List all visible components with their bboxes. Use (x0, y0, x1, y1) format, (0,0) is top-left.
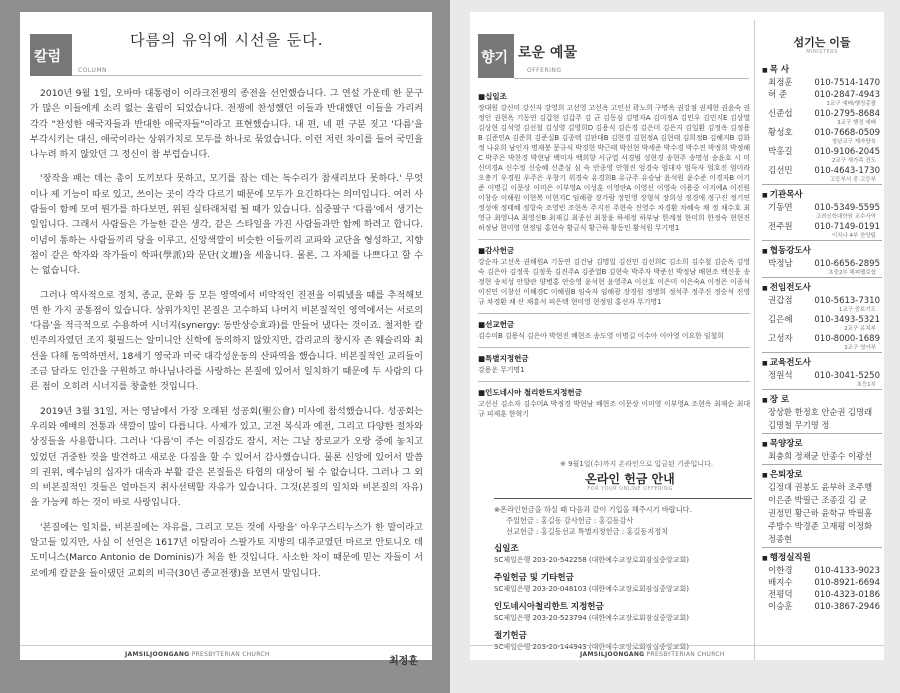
minister-role-note: 초등1부 (856, 382, 876, 388)
minister-group-heading: ■ 전임전도사 (762, 281, 882, 293)
minister-divider (762, 433, 882, 434)
minister-phone: 010-7668-0509 (814, 128, 880, 138)
minister-phone: 010-6656-2895 (814, 259, 880, 269)
staff-phone: 010-3867-2946 (814, 602, 880, 612)
minister-row (762, 76, 882, 88)
account-title: 주일헌금 및 기타헌금 (494, 573, 574, 583)
ministers-title: 섬기는 이들 (793, 36, 851, 49)
account-number: SC제일은행 203-20-144943 (대한예수교장로회잠실중앙교회) (494, 643, 690, 651)
offering-heading: ■감사헌금 (478, 246, 515, 255)
footer-church-bold: JAMSILJOONGANG (125, 651, 190, 658)
offering-heading: ■특별지정헌금 (478, 354, 529, 363)
ministers-subtitle: MINISTERS (806, 49, 838, 55)
minister-name: 황성호 (768, 128, 793, 138)
offering-heading: ■선교헌금 (478, 320, 515, 329)
offering-title: 로운 예물 (518, 45, 577, 61)
minister-name: 기동연 (768, 203, 793, 213)
minister-divider (762, 352, 882, 353)
account-title: 절기헌금 (494, 631, 527, 641)
staff-phone: 010-4133-9023 (814, 566, 880, 576)
minister-name: 박홍길 (768, 147, 793, 157)
offering-separator (478, 381, 750, 382)
offering-divider (514, 78, 749, 79)
column-paragraph: 2010년 9월 1일, 오바마 대통령이 이라크전쟁의 종전을 선언했습니다. 그 연설 가운데 한 문구가 많은 이들에게 소리 없는 울림이 되었습니다. 전쟁에 찬성했던 이들과 반대했던 이들을 가리켜 각각 "찬성한 애국자들과 반대한 애국자들"이라고 표현했습니다. 내 편, 네 편 구분 짓고 '다름'을 부각시키는 대신, 애국이라는 상위가치로 모두를 하나로 묶었습니다. 이런 저런 차이를 들어 국민을 나누려 하지 않았던 그 정신이 참 부럽습니다. (30, 88, 423, 161)
account-item (494, 573, 752, 595)
account-number: SC제일은행 203-20-048103 (대한예수교장로회잠실중앙교회) (494, 585, 690, 593)
offering-section-mission (478, 320, 750, 341)
minister-role-note: 이치나 4부 찬양팀 (831, 233, 876, 239)
minister-group-heading: ■ 기관목사 (762, 188, 882, 200)
minister-group (762, 281, 882, 351)
minister-phone: 010-9106-2045 (814, 147, 880, 157)
online-instruction: 주일헌금 : 홍길동 감사헌금 : 홍길동감사 (506, 516, 634, 525)
minister-phone: 010-4643-1730 (814, 166, 880, 176)
minister-role-note: 3교구 영아부 (844, 345, 876, 351)
minister-divider (762, 464, 882, 465)
staff-row (762, 588, 882, 600)
minister-phone: 010-7514-1470 (814, 78, 880, 88)
column-badge-subtitle: COLUMN (78, 67, 108, 74)
footer-church-rest: PRESBYTERIAN CHURCH (646, 651, 725, 658)
minister-group (762, 244, 882, 276)
minister-phone: 010-2795-8684 (814, 109, 880, 119)
retired-line: 최충희 정채균 안종수 이광선 (768, 451, 873, 461)
column-page (20, 12, 432, 667)
emeritus-line: 이은준 박필근 조종길 김 균 (768, 495, 867, 505)
emeritus-line: 김정대 권봉도 윤부하 조주행 (768, 482, 873, 492)
minister-name: 권갑점 (768, 296, 793, 306)
minister-role-note: 고등부서 중·고등부 (829, 177, 876, 183)
minister-name: 고성자 (768, 334, 793, 344)
offering-heading: ■인도네시아 철리한트지정헌금 (478, 388, 582, 397)
elders-line: 장상환 한정호 안순권 김명래 (768, 407, 873, 417)
retired-heading: ■ 목양장로 (762, 437, 882, 449)
staff-name: 이한경 (768, 566, 793, 576)
offering-names: 고선선 김소자 김수미A 박정경 박현남 배현조 이문상 이미영 이부영A 조현옥 최재순 최대규 피제훈 한혁기 (478, 400, 750, 418)
minister-role-note: 3교구 행정 예배 (837, 120, 876, 126)
staff-row (762, 576, 882, 588)
footer-rule (470, 645, 884, 646)
column-body (30, 86, 423, 590)
offering-names: 김수미B 김용식 김은아 박현진 배현조 송도영 이명길 이수아 이아영 이요한 임철희 (478, 332, 724, 340)
account-number: SC제일은행 203-20-542258 (대한예수교장로회잠실중앙교회) (494, 556, 690, 564)
right-footer (580, 651, 725, 658)
offering-section-tithe (478, 92, 750, 233)
emeritus-group (762, 468, 882, 546)
staff-phone: 010-8921-6694 (814, 578, 880, 588)
minister-divider (762, 389, 882, 390)
online-offering-title: 온라인 헌금 안내 (585, 472, 675, 486)
minister-group (762, 63, 882, 183)
minister-divider (762, 184, 882, 185)
online-instruction: 선교헌금 : 홍길동선교 특별지정헌금 : 홍길동지정치 (506, 527, 669, 536)
staff-group (762, 551, 882, 612)
minister-phone: 010-5349-5595 (814, 203, 880, 213)
elders-heading: ■ 장 로 (762, 393, 882, 405)
column-signature: 최정훈 (389, 656, 418, 667)
staff-heading: ■ 행정실직원 (762, 551, 882, 563)
minister-phone: 010-8000-1689 (814, 334, 880, 344)
minister-group-heading: ■ 협동강도사 (762, 244, 882, 256)
minister-role-note: 1교구 예배/행정총괄 (826, 101, 876, 107)
offering-separator (478, 239, 750, 240)
offering-section-thanks (478, 246, 750, 307)
column-separator (754, 20, 755, 660)
emeritus-line: 주방수 박경준 고재평 이정화 (768, 521, 873, 531)
offering-names: 강순자 고선옥 권해원A 기동연 김건남 김명일 김선민 김선희C 김소희 김수철 김순옥 김영숙 김은아 김정욱 김정욱 김진주A 김준열B 김현숙 박주자 박준선 박정남 배현조 백신웅 송정현 송치성 안향란 양병홍 안승영 윤석현 윤영주A 이선호 이은미 이은숙A 이정은 이종석 이진민 이창선 이혜경C 이혜림B 임숙자 임해광 장경원 정명희 정석주 정주진 정승석 진영규 차경환 채 산 채흥석 피은택 현미영 현정임 홍선자 무기명1 (478, 258, 750, 306)
minister-role-note: 초중2부 해피펠로쉽 (828, 270, 876, 276)
minister-role-note: 2교구 새가족 전도 (831, 158, 876, 164)
offering-notice: ※ 9월1일(수)까지 온라인으로 입금된 기준입니다. (560, 460, 714, 468)
emeritus-heading: ■ 은퇴장로 (762, 468, 882, 480)
column-badge: 칼럼 (30, 34, 72, 76)
offering-section-indonesia (478, 388, 750, 419)
elders-line: 김명철 무기명 정 (768, 420, 830, 430)
offering-separator (478, 313, 750, 314)
minister-role-note: 고려신학대학원 교수사역 (815, 214, 876, 220)
emeritus-line: 정종현 (768, 534, 793, 544)
offering-heading: ■십일조 (478, 92, 507, 101)
minister-name: 박정남 (768, 259, 793, 269)
minister-name: 허 준 (768, 90, 788, 100)
footer-church-bold: JAMSILJOONGANG (580, 651, 645, 658)
footer-rule (20, 645, 432, 646)
minister-group-heading: ■ 목 사 (762, 63, 882, 75)
staff-name: 전평덕 (768, 590, 793, 600)
offering-badge: 향기 (478, 34, 514, 78)
footer-church-rest: PRESBYTERIAN CHURCH (191, 651, 270, 658)
account-item (494, 544, 752, 566)
offering-names: 장대원 강신미 강신자 강영희 고선영 고선옥 고인선 곽노희 구명옥 권강점 권제현 권윤숙 권정인 권현옥 기동연 김갑현 김갑주 김 균 김동심 김명자A 김미정A 김민우 김민지E 김상열 김상현 김석영 김선철 김성영 김영희D 김용식 김은경 김은미 김은지 김일환 김정옥 김정용B 김준민A 김준희 김준실B 김종택 김판대B 김현경 김현정A 김현태 김희정B 김혜지B 김화정 나유희 남인자 명재붕 문규식 박경현 박근태 박선현 박세준 박수경 박수진 박정희 박정해C 박주은 박찬경 박현남 백미자 백희향 서규열 서경범 성현경 송현주 송명성 송윤호 시 미 신미경A 신수정 신승혜 신춘심 심 숙 안종영 안형진 엄경숙 엄대자 엄득자 엄호진 엄미라 오충기 우경원 우주은 우창기 위경숙 유경희B 유규주 유승남 윤석원 윤수준 이경자B 이기준 이명길 이문상 이미은 이부영A 이성훈 이영란A 이영선 이영숙 이용중 이지예A 이진원 이창승 이해원 이현복 이현지C 임해광 장가람 장민영 장형석 장희성 정경애 정구진 정기연 정성애 정태혜 정항숙 조영빈 조현옥 주지진 주현숙 진영수 차경환 차혜숙 채 정 채수호 최영규 최영나A 최영신B 최재길 최종선 최창윤 하세정 하부남 한계정 한미희 한정숙 현현진 허정남 현미영 현정임 홍현숙 황금식 황근하 황동민 황석원 무기명1 (478, 104, 750, 232)
offering-section-special (478, 354, 750, 375)
offering-separator (478, 347, 750, 348)
minister-phone: 010-2847-4943 (814, 90, 880, 100)
offering-names: 강용운 무기명1 (478, 366, 525, 374)
minister-group-heading: ■ 교육전도사 (762, 356, 882, 368)
online-offering-subtitle: FOR YOUR ONLINE OFFERING (587, 486, 673, 492)
staff-phone: 010-4323-0186 (814, 590, 880, 600)
minister-group (762, 188, 882, 239)
account-item (494, 602, 752, 624)
emeritus-line: 권정민 황근하 윤학규 박필흠 (768, 508, 873, 518)
minister-role-note: 청년교구 제자양육 (831, 139, 876, 145)
minister-phone: 010-3041-5250 (814, 371, 880, 381)
staff-row (762, 600, 882, 612)
account-number: SC제일은행 203-20-523794 (대한예수교장로회잠실중앙교회) (494, 614, 690, 622)
retired-group (762, 437, 882, 463)
minister-name: 신준섭 (768, 109, 793, 119)
minister-group (762, 356, 882, 388)
column-paragraph: '장작을 패는 데는 총이 도끼보다 못하고, 모기를 잡는 데는 독수리가 참새리보다 못하다.' 무엇이나 제 기능이 따로 있고, 쓰이는 곳이 각각 다르기 때문에 모두가 요긴하다는 의미입니다. 여러 사람들이 함께 모여 뭔가를 하다보면, 위된 실타래처럼 될 때가 있습니다. 십중팔구 '다름'에서 생기는 일입니다. 그래서 사람들은 가능한 같은 생각, 같은 스타일을 가진 사람들과만 함께 하려고 합니다. 이념이 통하는 사람들끼리 당을 이루고, 신앙색깔이 비슷한 이들끼리 교파와 교단을 형성하고, 지향점이 같은 학자와 작가들이 학파(學派)와 문단(文壇)을 세웁니다. 물론, 그 자체를 나쁘다고 할 수는 없습니다. (30, 173, 423, 277)
minister-divider (762, 277, 882, 278)
account-title: 인도네시아철리한트 지정헌금 (494, 602, 604, 612)
minister-role-note: 1교구 중보기도 (838, 307, 876, 313)
staff-row (762, 564, 882, 576)
column-paragraph: '본질에는 일치를, 비본질에는 자유를, 그리고 모든 것에 사랑을' 아우구스티누스가 한 말이라고 알고들 있지만, 사실 이 선언은 1617년 이탈리아 스팔가토 지방의 대주교였던 마르코 안토니오 데 도미니스(Marco Antonio de Dominis)가 처음 한 것입니다. 사소한 차이 때문에 믿는 자들이 서로에게 칼끝을 들이댔던 교회의 비극(30년 종교전쟁)을 보면서 말입니다. (30, 521, 423, 579)
account-title: 십일조 (494, 544, 519, 554)
column-paragraph: 2019년 3월 31일, 저는 영남에서 가장 오래된 성공회(聖公會) 미사에 참석했습니다. 성공회는 우리와 예배의 전통과 색깔이 많이 다릅니다. 사제가 있고, 고전 복식과 예전, 그리고 다양한 절차와 상징들을 사용합니다. 그러나 '다름'이 주는 이질감도 잠시, 저는 그날 장로교가 오랑 중에 놓치고 있었던 귀중한 것을 발견하고 새로운 다짐을 할 수 있어서 감사했습니다. 물론 신앙에 있어서 말씀의 권위, 예수님의 십자가 대속과 부활 같은 본질들은 타협의 대상이 될 수 없습니다. 그러나 그 외의 비본질적인 것들은 얼마든지 취사선택할 자유가 있습니다. 그것(본질의 일치와 비본질의 자유)을 가능케 하는 것이 바로 사랑입니다. (30, 405, 423, 509)
left-footer (125, 651, 270, 658)
minister-phone: 010-7149-0191 (814, 222, 880, 232)
ministers-list (762, 60, 882, 612)
offering-list (478, 92, 750, 425)
minister-phone: 010-5613-7310 (814, 296, 880, 306)
online-instruction: ※온라인헌금을 하실 때 다음과 같이 기입을 해주시기 바랍니다. (494, 505, 692, 514)
elders-group (762, 393, 882, 432)
minister-name: 전주원 (768, 222, 793, 232)
staff-name: 이승훈 (768, 602, 793, 612)
minister-name: 최정훈 (768, 78, 793, 88)
minister-name: 김은혜 (768, 315, 793, 325)
minister-divider (762, 240, 882, 241)
minister-divider (762, 547, 882, 548)
minister-name: 김선민 (768, 166, 793, 176)
online-offering-box (494, 498, 752, 653)
minister-name: 정원석 (768, 371, 793, 381)
account-item (494, 631, 752, 653)
minister-role-note: 2교구 유치부 (844, 326, 876, 332)
offering-subtitle: OFFERING (527, 67, 562, 74)
column-paragraph: 그러나 역사적으로 정치, 종교, 문화 등 모든 영역에서 비약적인 진전을 이뤄냈을 때를 추적해보면 한 가지 공통점이 있습니다. 상위가치인 본질은 고수하되 나머지 비본질적인 영역에서는 서로의 '다름'을 적극적으로 수용하여 시너지(synergy: 동반상승효과)를 만들어 냈다는 것이죠. 철저한 칼빈주의자였던 조지 휫필드는 알미니안 신학에 동의하지 않았지만, 감리교의 창시자 존 웨슬리와 최선을 다해 동역하면서, 18세기 영국과 미국 대각성운동의 산파역을 했습니다. 비본질적인 교리들이 조금 달라도 인간을 구원하고 하나님나라를 사랑하는 본질에 있어서 일치하기 때문에 두 사람의 다른 점이 오히려 시너지를 창출한 것입니다. (30, 289, 423, 393)
column-title: 다름의 유익에 시선을 둔다. (130, 31, 324, 49)
offering-page (470, 12, 884, 660)
minister-phone: 010-3493-5321 (814, 315, 880, 325)
staff-name: 배지수 (768, 578, 793, 588)
column-divider (72, 75, 422, 76)
